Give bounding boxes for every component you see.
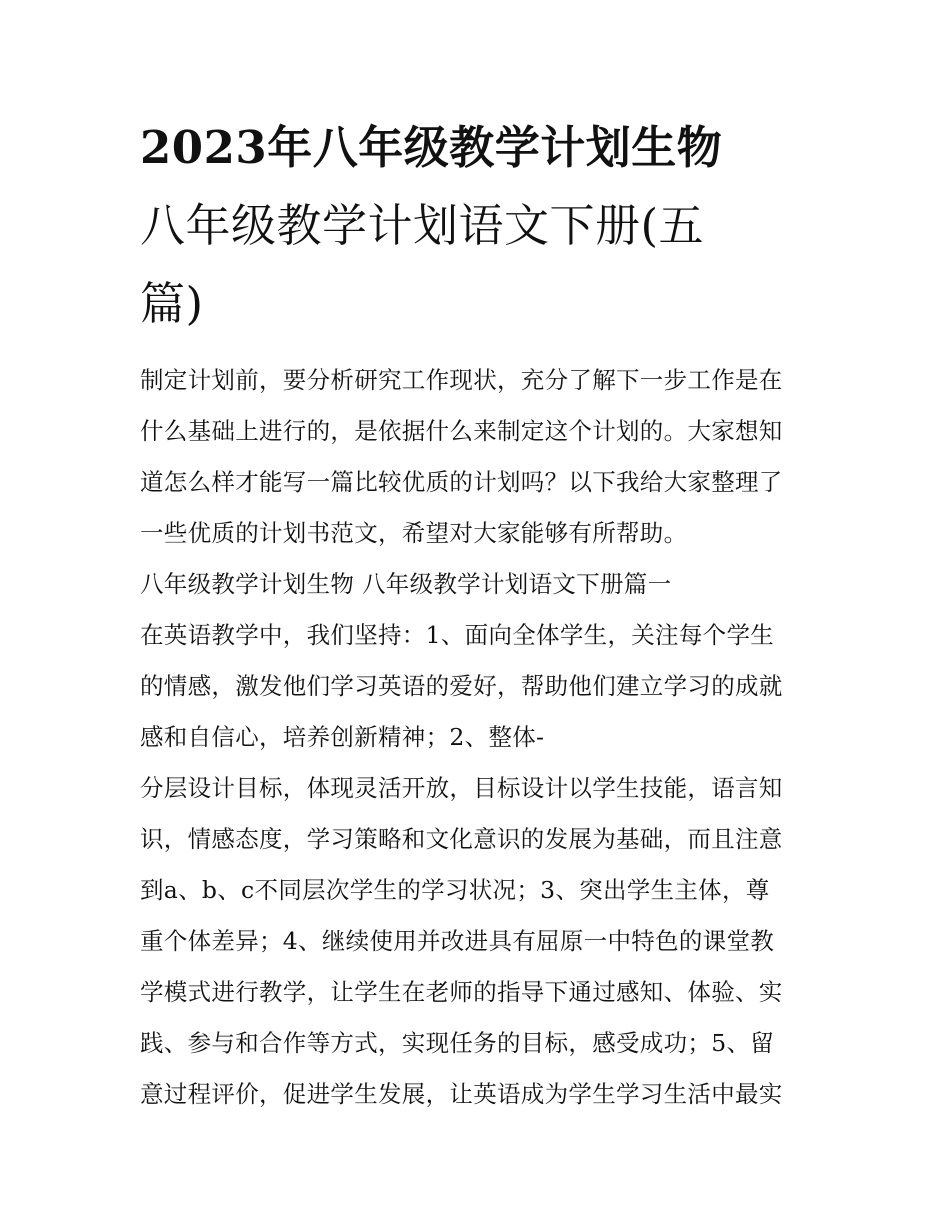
document-title-line-1: 2023年八年级教学计划生物: [140, 121, 723, 174]
paragraph-line: 学模式进行教学，让学生在老师的指导下通过感知、体验、实: [140, 978, 783, 1006]
paragraph-line: 制定计划前，要分析研究工作现状，充分了解下一步工作是在: [140, 366, 783, 394]
paragraph-line: 在英语教学中，我们坚持：1、面向全体学生，关注每个学生: [140, 621, 775, 649]
paragraph-line: 践、参与和合作等方式，实现任务的目标，感受成功；5、留: [140, 1029, 775, 1057]
paragraph-line: 一些优质的计划书范文，希望对大家能够有所帮助。: [140, 519, 688, 547]
paragraph-line: 感和自信心，培养创新精神；2、整体-: [140, 723, 545, 751]
paragraph-line: 分层设计目标，体现灵活开放，目标设计以学生技能，语言知: [140, 774, 783, 802]
paragraph-line: 重个体差异；4、继续使用并改进具有屈原一中特色的课堂教: [140, 927, 775, 955]
document-title-line-2: 八年级教学计划语文下册(五: [140, 199, 705, 252]
paragraph-line: 什么基础上进行的，是依据什么来制定这个计划的。大家想知: [140, 417, 783, 445]
paragraph-line: 识，情感态度，学习策略和文化意识的发展为基础，而且注意: [140, 825, 783, 853]
paragraph-line: 意过程评价，促进学生发展，让英语成为学生学习生活中最实: [140, 1080, 783, 1108]
paragraph-line: 道怎么样才能写一篇比较优质的计划吗？以下我给大家整理了: [140, 468, 783, 496]
document-title-line-3: 篇): [140, 277, 204, 330]
section-heading: 八年级教学计划生物 八年级教学计划语文下册篇一: [140, 570, 672, 598]
paragraph-line: 的情感，激发他们学习英语的爱好，帮助他们建立学习的成就: [140, 672, 783, 700]
paragraph-line: 到a、b、c不同层次学生的学习状况；3、突出学生主体，尊: [140, 876, 770, 904]
